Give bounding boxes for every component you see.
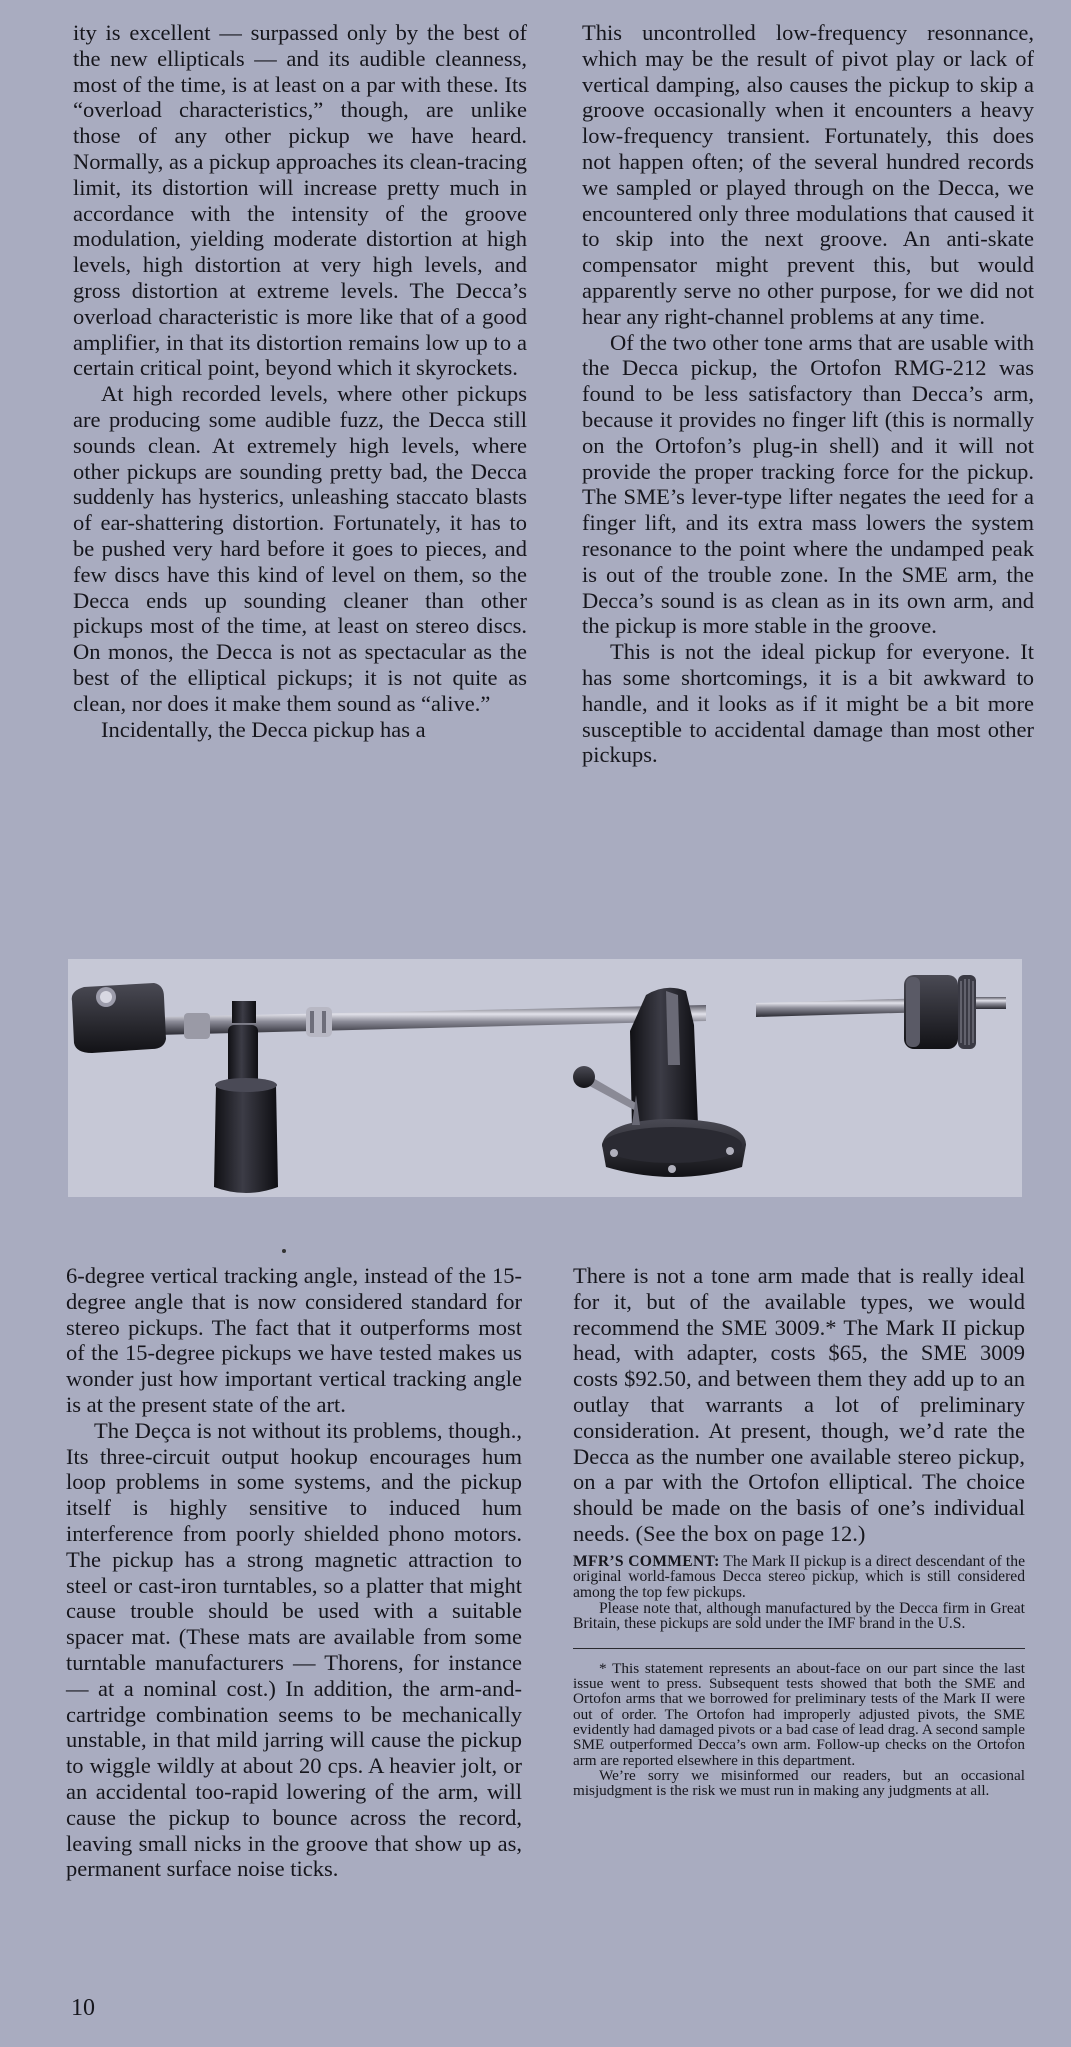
paragraph: Of the two other tone arms that are usable with the Decca pickup, the Ortofon RMG-212 was found to be less satisfactory than Decca’s arm, because it provides no finger lift (this is normally on the Ortofon’s plug-in shell) and it will not provide the proper tracking force for the pickup. The SME’s lever-type lifter negates the ıeed for a finger lift, and its extra mass lowers the system resonance to the point where the undamped peak is out of the trouble zone. In the SME arm, the Decca’s sound is as clean as in its own arm, and the pickup is more stable in the groove. [582,329,1034,639]
text-column-bottom-left [66,1263,522,1882]
paragraph: There is not a tone arm made that is really ideal for it, but of the available types, we would recommend the SME 3009.* The Mark II pickup head, with adapter, costs $65, the SME 3009 costs $92.50, and between them they add up to an outlay that warrants a lot of preliminary consideration. At present, though, we’d rate the Decca as the number one available stereo pickup, on a par with the Ortofon elliptical. The choice should be made on the basis of one’s individual needs. (See the box on page 12.) [573,1263,1025,1546]
paragraph: At high recorded levels, where other pickups are producing some audible fuzz, the Decca still sounds clean. At extremely high levels, where other pickups are sounding pretty bad, the Decca suddenly has hysterics, unleashing staccato blasts of ear-shattering distortion. Fortunately, it has to be pushed very hard before it goes to pieces, and few discs have this kind of level on them, so the Decca ends up sounding cleaner than other pickups most of the time, at least on stereo discs. On monos, the Decca is not as spectacular as the best of the elliptical pickups; it is not quite as clean, nor does it make them sound as “alive.” [73,381,527,716]
paragraph: The Deçca is not without its problems, though., Its three-circuit output hookup encourages hum loop problems in some systems, and the pickup itself is highly sensitive to induced hum interference from poorly shielded phono motors. The pickup has a strong magnetic attraction to steel or cast-iron turntables, so a platter that might cause trouble should be used with a suitable spacer mat. (These mats are available from some turntable manufacturers — Thorens, for instance — at a nominal cost.) In addition, the arm-and-cartridge combination seems to be mechanically unstable, in that mild jarring will cause the pickup to wiggle wildly at about 20 cps. A heavier jolt, or an accidental too-rapid lowering of the arm, will cause the pickup to bounce across the record, leaving small nicks in the groove that show up as, permanent surface noise ticks. [66,1417,522,1882]
footnote-paragraph: We’re sorry we misinformed our readers, but an occasional misjudgment is the risk we must run in making any judgments at all. [573,1766,1025,1800]
paragraph: Incidentally, the Decca pickup has a [101,716,426,742]
paragraph: This is not the ideal pickup for everyone. It has some shortcomings, it is a bit awkward to handle, and it looks as if it might be a bit more susceptible to accidental damage than most other pickups. [582,639,1034,768]
footnote [573,1661,1025,1799]
manufacturer-comment [573,1554,1025,1632]
page-number: 10 [71,1995,95,2021]
text-column-top-left [73,20,527,742]
text-column-bottom-right [573,1263,1025,1798]
paragraph: ity is excellent — surpassed only by the best of the new ellipticals — and its audible cleanness, most of the time, is at least on a par with these. Its “overload characteristics,” though, are unlike those of any other pickup we have heard. Normally, as a pickup approaches its clean-tracing limit, its distortion will increase pretty much in accordance with the intensity of the groove modulation, yielding moderate distortion at high levels, high distortion at very high levels, and gross distortion at extreme levels. The Decca’s overload characteristic is more like that of a good amplifier, in that its distortion remains low up to a certain critical point, beyond which it skyrockets. [73,20,527,381]
paragraph: This uncontrolled low-frequency resonnance, which may be the result of pivot play or lack of vertical damping, also causes the pickup to skip a groove occasionally when it encounters a heavy low-frequency transient. Fortunately, this does not happen often; of the several hundred records we sampled or played through on the Decca, we encountered only three modulations that caused it to skip into the next groove. An anti-skate compensator might prevent this, but would apparently serve no other purpose, for we did not hear any right-channel problems at any time. [582,20,1034,329]
paragraph: 6-degree vertical tracking angle, instead of the 15-degree angle that is now considered standard for stereo pickups. The fact that it outperforms most of the 15-degree pickups we have tested makes us wonder just how important vertical tracking angle is at the present state of the art. [66,1263,522,1417]
ink-speck [282,1249,286,1253]
text-column-top-right [582,20,1034,768]
tone-arm-photo [66,955,1026,1200]
comment-text-2: Please note that, although manufactured by the Decca firm in Great Britain, these pickups are sold under the IMF brand in the U.S. [573,1599,1025,1633]
comment-text: The Mark II pickup is a direct descendant of the original world-famous Decca stereo pickup, which is still considered among the top few pickups. [573,1552,1025,1601]
comment-label: MFR’S COMMENT: [573,1552,720,1570]
footnote-divider [573,1648,1025,1649]
footnote-paragraph: * This statement represents an about-face on our part since the last issue went to press. Subsequent tests showed that both the SME and Ortofon arms that we borrowed for preliminary tests of the Mark II were out of order. The Ortofon had improperly adjusted pivots, the SME evidently had damaged pivots or a bad case of lead drag. A second sample SME outperformed Decca’s own arm. Follow-up checks on the Ortofon arm are reported elsewhere in this department. [573,1659,1025,1769]
